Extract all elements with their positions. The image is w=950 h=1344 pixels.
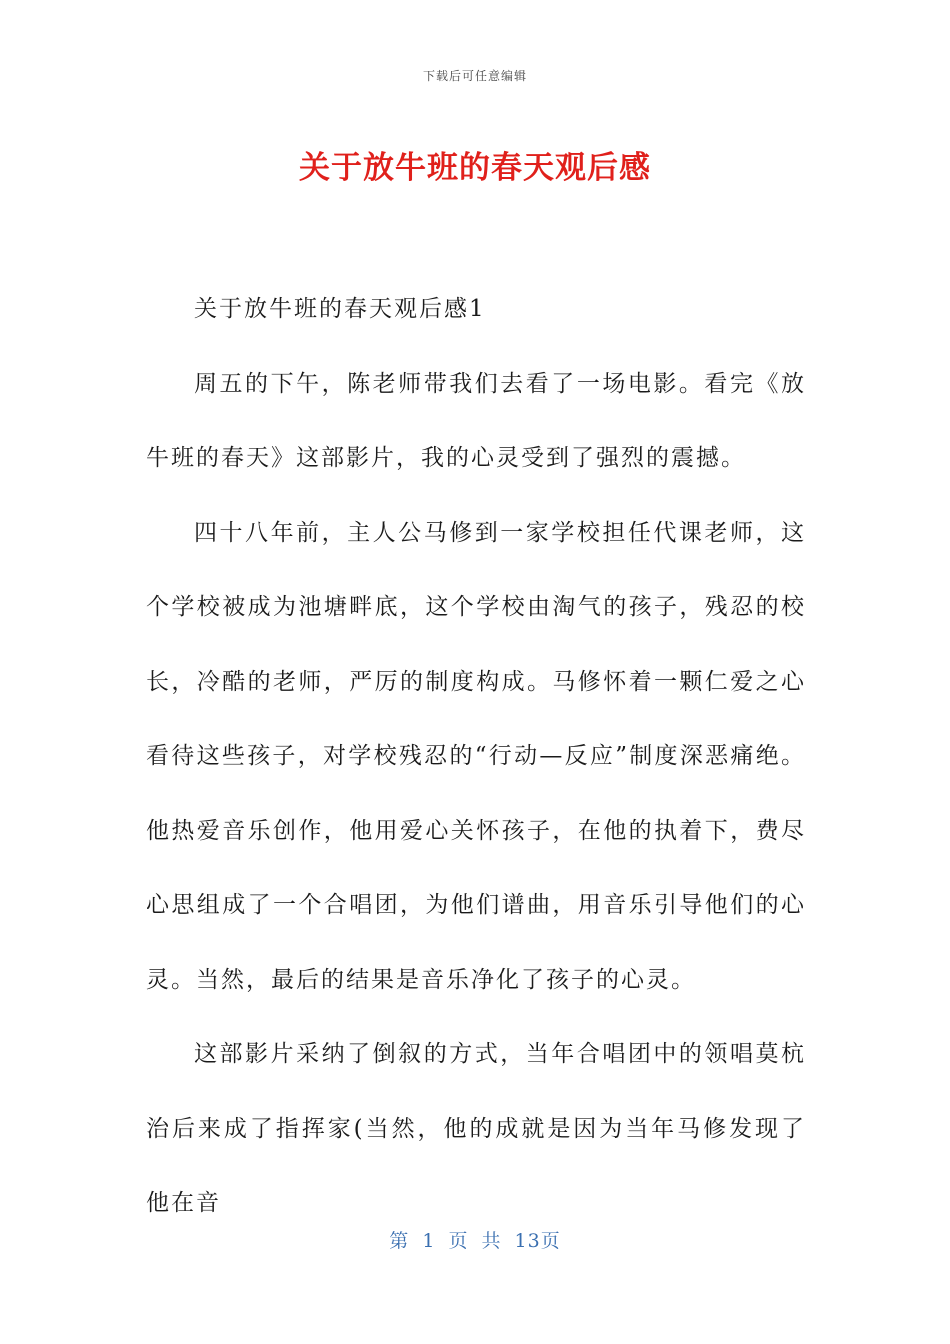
section-heading: 关于放牛班的春天观后感1 <box>194 296 486 322</box>
paragraph: 四十八年前，主人公马修到一家学校担任代课老师，这个学校被成为池塘畔底，这个学校由淘气的孩子，残忍的校长，冷酷的老师，严厉的制度构成。马修怀着一颗仁爱之心看待这些孩子，对学校残忍的“行动—反应”制度深恶痛绝。他热爱音乐创作，他用爱心关怀孩子，在他的执着下，费尽心思组成了一个合唱团，为他们谱曲，用音乐引导他们的心灵。当然，最后的结果是音乐净化了孩子的心灵。 <box>146 519 806 993</box>
document-title: 关于放牛班的春天观后感 <box>299 150 651 186</box>
page-number-footer: 第 1 页 共 13页 <box>389 1230 561 1252</box>
page-header-note: 下载后可任意编辑 <box>422 69 527 83</box>
paragraph: 周五的下午，陈老师带我们去看了一场电影。看完《放牛班的春天》这部影片，我的心灵受到了强烈的震撼。 <box>146 370 806 471</box>
document-body <box>146 272 806 1241</box>
paragraph: 这部影片采纳了倒叙的方式，当年合唱团中的领唱莫杭治后来成了指挥家(当然，他的成就是因为当年马修发现了他在音 <box>146 1041 806 1216</box>
